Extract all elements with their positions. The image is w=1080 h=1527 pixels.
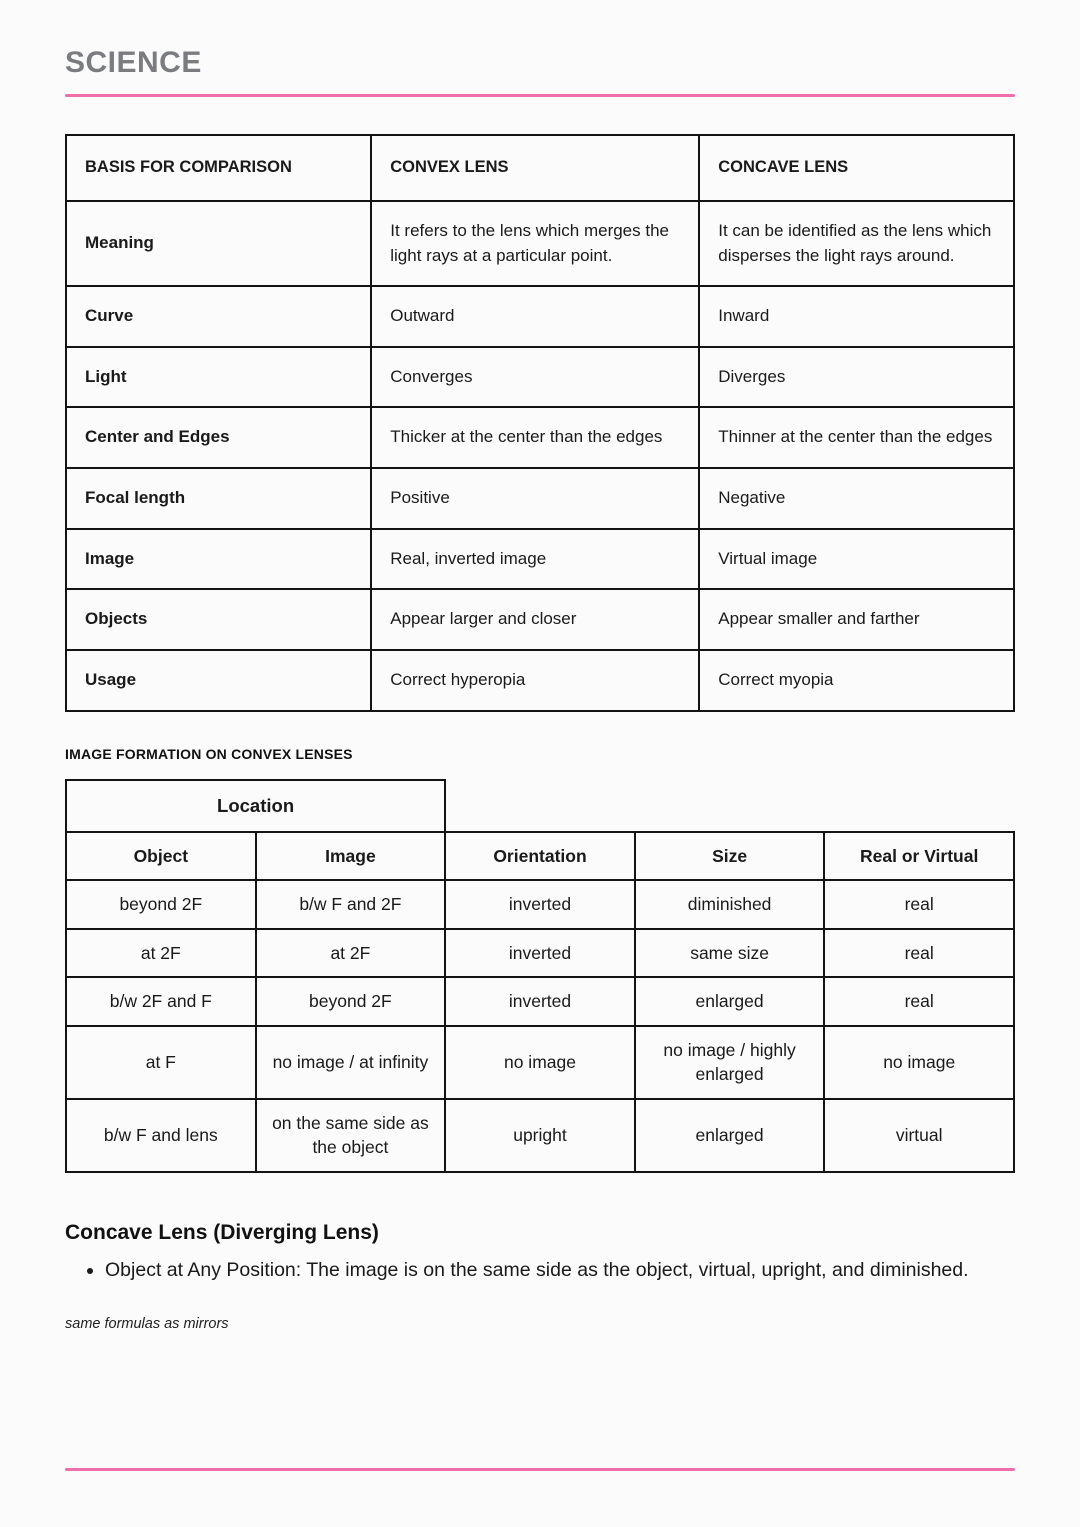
table-cell: at 2F — [256, 929, 446, 978]
table-cell: no image — [824, 1026, 1014, 1099]
table-cell: inverted — [445, 977, 635, 1026]
table-cell: diminished — [635, 880, 825, 929]
table-cell: beyond 2F — [256, 977, 446, 1026]
header-concave: CONCAVE LENS — [699, 135, 1014, 201]
cell-basis: Objects — [66, 589, 371, 650]
location-header: Location — [66, 780, 445, 832]
table-row — [66, 286, 1014, 347]
table-cell: at 2F — [66, 929, 256, 978]
spacer-cell — [445, 780, 1014, 832]
table-cell: on the same side as the object — [256, 1099, 446, 1172]
cell-concave: Diverges — [699, 347, 1014, 408]
table-cell: inverted — [445, 880, 635, 929]
table-cell: b/w F and lens — [66, 1099, 256, 1172]
header-image: Image — [256, 832, 446, 881]
table-cell: no image — [445, 1026, 635, 1099]
bottom-divider — [65, 1468, 1015, 1471]
table-row — [66, 880, 1014, 929]
table-cell: no image / highly enlarged — [635, 1026, 825, 1099]
table-cell: same size — [635, 929, 825, 978]
title-divider — [65, 94, 1015, 97]
table-row — [66, 1099, 1014, 1172]
location-header-row — [66, 780, 1014, 832]
cell-convex: Correct hyperopia — [371, 650, 699, 711]
image-formation-table — [65, 779, 1015, 1173]
cell-concave: Negative — [699, 468, 1014, 529]
cell-concave: It can be identified as the lens which disperses the light rays around. — [699, 201, 1014, 286]
table-cell: virtual — [824, 1099, 1014, 1172]
cell-basis: Center and Edges — [66, 407, 371, 468]
cell-basis: Light — [66, 347, 371, 408]
header-real-or-virtual: Real or Virtual — [824, 832, 1014, 881]
cell-convex: Outward — [371, 286, 699, 347]
table-cell: beyond 2F — [66, 880, 256, 929]
header-size: Size — [635, 832, 825, 881]
table-header-row — [66, 135, 1014, 201]
cell-convex: Positive — [371, 468, 699, 529]
cell-convex: Appear larger and closer — [371, 589, 699, 650]
cell-concave: Inward — [699, 286, 1014, 347]
cell-basis: Focal length — [66, 468, 371, 529]
table-cell: b/w F and 2F — [256, 880, 446, 929]
cell-convex: Thicker at the center than the edges — [371, 407, 699, 468]
cell-concave: Virtual image — [699, 529, 1014, 590]
table-cell: inverted — [445, 929, 635, 978]
formula-note: same formulas as mirrors — [65, 1315, 229, 1332]
table-row — [66, 929, 1014, 978]
table-row — [66, 407, 1014, 468]
table-cell: real — [824, 977, 1014, 1026]
page-title: SCIENCE — [65, 46, 202, 79]
cell-basis: Meaning — [66, 201, 371, 286]
table-row — [66, 589, 1014, 650]
cell-basis: Image — [66, 529, 371, 590]
table-cell: real — [824, 929, 1014, 978]
table-row — [66, 201, 1014, 286]
cell-basis: Usage — [66, 650, 371, 711]
cell-concave: Correct myopia — [699, 650, 1014, 711]
table-cell: no image / at infinity — [256, 1026, 446, 1099]
cell-convex: Converges — [371, 347, 699, 408]
table-row — [66, 529, 1014, 590]
lens-comparison-table — [65, 134, 1015, 712]
table-cell: enlarged — [635, 977, 825, 1026]
cell-basis: Curve — [66, 286, 371, 347]
header-orientation: Orientation — [445, 832, 635, 881]
header-basis: BASIS FOR COMPARISON — [66, 135, 371, 201]
table-cell: b/w 2F and F — [66, 977, 256, 1026]
header-convex: CONVEX LENS — [371, 135, 699, 201]
cell-concave: Thinner at the center than the edges — [699, 407, 1014, 468]
table-row — [66, 650, 1014, 711]
concave-lens-heading: Concave Lens (Diverging Lens) — [65, 1220, 379, 1244]
concave-lens-list — [65, 1255, 1015, 1286]
cell-convex: It refers to the lens which merges the light rays at a particular point. — [371, 201, 699, 286]
table-cell: at F — [66, 1026, 256, 1099]
section-label: IMAGE FORMATION ON CONVEX LENSES — [65, 745, 353, 762]
cell-convex: Real, inverted image — [371, 529, 699, 590]
table-cell: upright — [445, 1099, 635, 1172]
table-header-row — [66, 832, 1014, 881]
table-row — [66, 347, 1014, 408]
cell-concave: Appear smaller and farther — [699, 589, 1014, 650]
table-cell: enlarged — [635, 1099, 825, 1172]
table-row — [66, 468, 1014, 529]
header-object: Object — [66, 832, 256, 881]
table-cell: real — [824, 880, 1014, 929]
list-item: • Object at Any Position: The image is on the same side as the object, virtual, upright, and diminished. — [105, 1255, 1015, 1286]
table-row — [66, 1026, 1014, 1099]
table-row — [66, 977, 1014, 1026]
